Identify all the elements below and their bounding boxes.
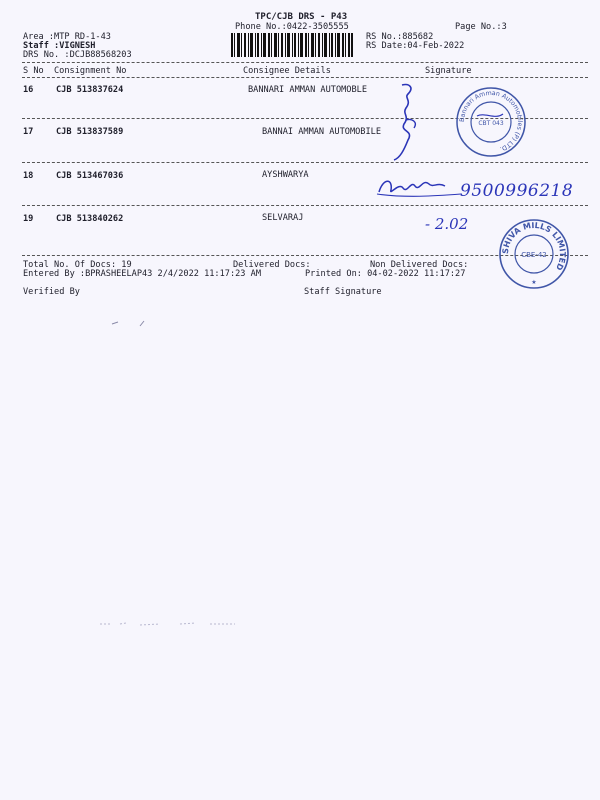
area-label: Area :MTP RD-1-43 — [23, 32, 111, 42]
row-sno: 17 — [23, 127, 34, 137]
header-divider-bottom — [22, 77, 588, 78]
row-divider — [22, 205, 588, 206]
rs-number: RS No.:885682 — [366, 32, 434, 42]
column-header-sno: S No — [23, 66, 44, 76]
phone-number: Phone No.:0422-3505555 — [235, 22, 349, 32]
document-title: TPC/CJB DRS - P43 — [255, 12, 348, 22]
column-header-consignee: Consignee Details — [243, 66, 331, 76]
row-divider — [22, 162, 588, 163]
row-sno: 19 — [23, 214, 34, 224]
scan-marks — [100, 620, 240, 628]
svg-text:CBT 043: CBT 043 — [478, 120, 504, 127]
staff-signature: Staff Signature — [304, 287, 382, 297]
row-consignee: BANNAI AMMAN AUTOMOBILE — [262, 127, 381, 137]
handwritten-phone: 9500996218 — [460, 181, 574, 201]
entered-by: Entered By :BPRASHEELAP43 2/4/2022 11:17:23 AM — [23, 269, 261, 279]
mill-stamp-icon — [498, 218, 570, 290]
svg-text:Bannari Amman Automobiles (P): Bannari Amman Automobiles (P) LTD. — [458, 89, 524, 153]
svg-text:SHIVA MILLS LIMITED: SHIVA MILLS LIMITED — [500, 220, 568, 272]
drs-number: DRS No. :DCJB88568203 — [23, 50, 132, 60]
row-consignment: CJB 513837624 — [56, 85, 124, 95]
printed-on: Printed On: 04-02-2022 11:17:27 — [305, 269, 466, 279]
header-divider-top — [22, 62, 588, 63]
row-consignee: AYSHWARYA — [262, 170, 309, 180]
total-docs: Total No. Of Docs: 19 — [23, 260, 132, 270]
row-consignee: BANNARI AMMAN AUTOMOBLE — [248, 85, 367, 95]
company-stamp-icon — [455, 86, 527, 158]
scan-marks — [110, 318, 150, 330]
row-consignment: CJB 513840262 — [56, 214, 124, 224]
handwritten-signature — [392, 80, 432, 165]
handwritten-signature — [375, 172, 465, 202]
delivered-docs: Delivered Docs: — [233, 260, 311, 270]
handwritten-date: - 2.02 — [425, 215, 469, 233]
column-header-consignment: Consignment No — [54, 66, 127, 76]
row-sno: 18 — [23, 171, 34, 181]
column-header-signature: Signature — [425, 66, 472, 76]
row-consignment: CJB 513467036 — [56, 171, 124, 181]
row-consignee: SELVARAJ — [262, 213, 304, 223]
barcode — [231, 33, 353, 57]
row-sno: 16 — [23, 85, 34, 95]
rs-date: RS Date:04-Feb-2022 — [366, 41, 465, 51]
row-consignment: CJB 513837589 — [56, 127, 124, 137]
verified-by: Verified By — [23, 287, 80, 297]
staff-label: Staff :VIGNESH — [23, 41, 96, 51]
svg-text:CBE-42: CBE-42 — [521, 251, 547, 259]
svg-text:★: ★ — [531, 279, 537, 286]
non-delivered-docs: Non Delivered Docs: — [370, 260, 469, 270]
page-number: Page No.:3 — [455, 22, 507, 32]
